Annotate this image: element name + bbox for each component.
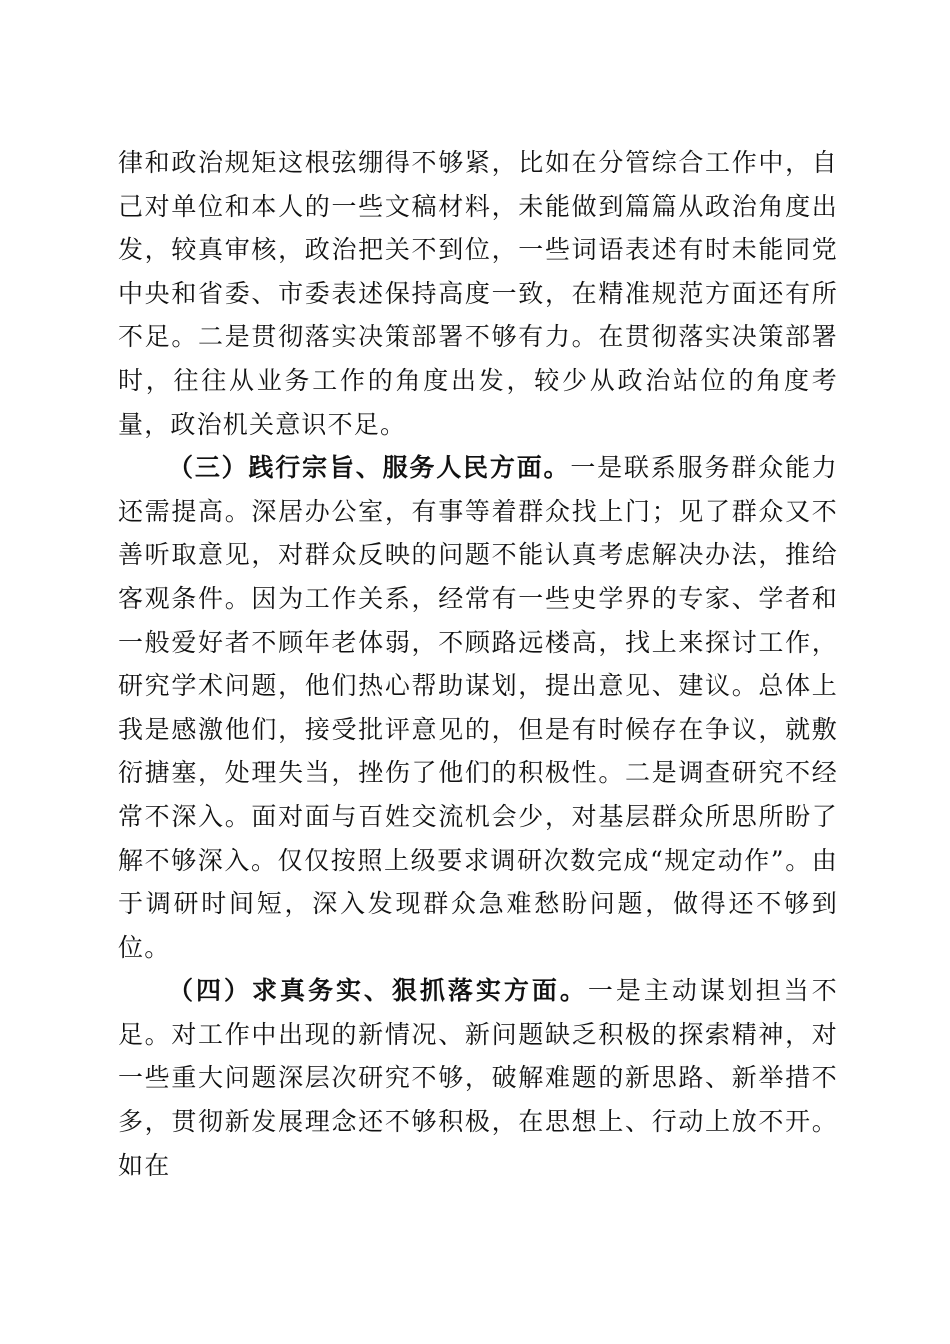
paragraph-section-four (118, 969, 838, 1187)
document-body (118, 141, 838, 1187)
paragraph-section-three (118, 446, 838, 969)
section-heading: （四）求真务实、狠抓落实方面。 (168, 976, 588, 1006)
section-heading: （三）践行宗旨、服务人民方面。 (168, 453, 571, 483)
paragraph-text: 律和政治规矩这根弦绷得不够紧，比如在分管综合工作中，自己对单位和本人的一些文稿材料，未能做到篇篇从政治角度出发，较真审核，政治把关不到位，一些词语表述有时未能同党中央和省委、市委表述保持高度一致，在精准规范方面还有所不足。二是贯彻落实决策部署不够有力。在贯彻落实决策部署时，往往从业务工作的角度出发，较少从政治站位的角度考量，政治机关意识不足。 (118, 148, 838, 439)
paragraph-text: 一是主动谋划担当不足。对工作中出现的新情况、新问题缺乏积极的探索精神，对一些重大问题深层次研究不够，破解难题的新思路、新举措不多，贯彻新发展理念还不够积极，在思想上、行动上放不开。如在 (118, 976, 838, 1180)
paragraph-text: 一是联系服务群众能力还需提高。深居办公室，有事等着群众找上门；见了群众又不善听取意见，对群众反映的问题不能认真考虑解决办法，推给客观条件。因为工作关系，经常有一些史学界的专家、学者和一般爱好者不顾年老体弱，不顾路远楼高，找上来探讨工作，研究学术问题，他们热心帮助谋划，提出意见、建议。总体上我是感激他们，接受批评意见的，但是有时候存在争议，就敷衍搪塞，处理失当，挫伤了他们的积极性。二是调查研究不经常不深入。面对面与百姓交流机会少，对基层群众所思所盼了解不够深入。仅仅按照上级要求调研次数完成“规定动作”。由于调研时间短，深入发现群众急难愁盼问题，做得还不够到位。 (118, 453, 838, 962)
paragraph-continuation (118, 141, 838, 446)
